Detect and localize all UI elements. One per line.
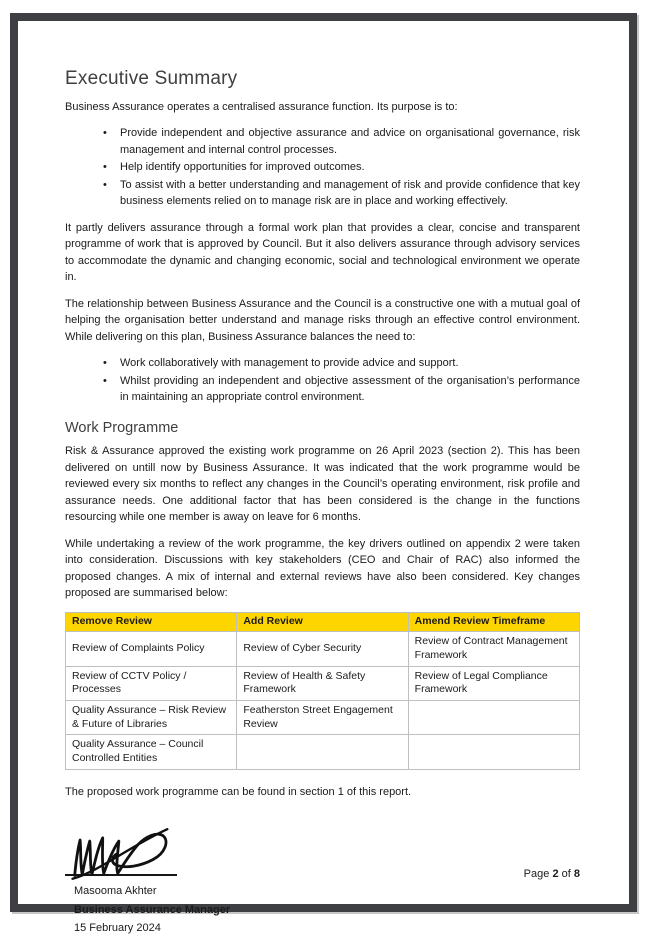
section-heading: Work Programme xyxy=(65,419,179,436)
footer-total-pages: 8 xyxy=(573,867,580,880)
table-cell: Quality Assurance – Council Controlled Entities xyxy=(66,735,237,769)
body-paragraph: While undertaking a review of the work programme, the key drivers outlined on appendix 2 were taken into consideration. Discussions with key stakeholders (CEO and Chair of RAC) also informed the proposed changes. A mix of internal and external reviews have also been considered. Key changes proposed are summarised below: xyxy=(65,537,580,600)
table-row xyxy=(66,735,580,769)
table-row xyxy=(66,700,580,734)
table-cell xyxy=(408,735,579,769)
signature-block xyxy=(65,826,580,937)
table-cell: Review of Cyber Security xyxy=(237,632,408,666)
purpose-bullet-list xyxy=(65,125,580,210)
review-changes-table xyxy=(65,612,580,770)
list-item: • To assist with a better understanding and management of risk and provide confidence that key business elements relied on to manage risk are in place and working effectively. xyxy=(103,177,580,210)
signatory-title: Business Assurance Manager xyxy=(74,903,231,916)
footer-of-label: of xyxy=(561,867,571,880)
table-row xyxy=(66,632,580,666)
body-paragraph: It partly delivers assurance through a formal work plan that provides a clear, concise and transparent programme of work that is approved by Council. But it also delivers assurance through advisory services to accommodate the dynamic and changing economic, social and technological environment we operate in. xyxy=(65,221,580,283)
column-header-remove-review: Remove Review xyxy=(66,612,237,632)
page-frame xyxy=(10,13,637,935)
list-item: • Work collaboratively with management to provide advice and support. xyxy=(103,355,580,372)
table-cell xyxy=(237,735,408,769)
table-cell: Featherston Street Engagement Review xyxy=(237,700,408,734)
table-cell: Review of Health & Safety Framework xyxy=(237,666,408,700)
table-cell: Review of Contract Management Framework xyxy=(408,632,579,666)
signatory-name: Masooma Akhter xyxy=(74,885,157,898)
page-number-footer xyxy=(524,866,580,883)
closing-paragraph: The proposed work programme can be found in section 1 of this report. xyxy=(65,785,412,798)
list-item: • Whilst providing an independent and objective assessment of the organisation’s performance in maintaining an appropriate control environment. xyxy=(103,373,580,406)
page-content xyxy=(18,21,629,935)
page-title: Executive Summary xyxy=(65,68,238,89)
list-item: • Provide independent and objective assurance and advice on organisational governance, risk management and internal control processes. xyxy=(103,125,580,158)
footer-page-label: Page xyxy=(523,867,550,880)
body-paragraph: Risk & Assurance approved the existing work programme on 26 April 2023 (section 2). This has been delivered on untill now by Business Assurance. It was indicated that the work programme would be reviewed every six months to reflect any changes in the Council’s operating environment, risk profile and assurance needs. One additional factor that has been considered is the change in the functions resourcing while one member is away on leave for 6 months. xyxy=(65,445,580,524)
column-header-amend-timeframe: Amend Review Timeframe xyxy=(408,612,579,632)
table-header-row xyxy=(66,612,580,632)
table-cell: Review of Complaints Policy xyxy=(66,632,237,666)
intro-paragraph: Business Assurance operates a centralised assurance function. Its purpose is to: xyxy=(65,100,458,113)
body-paragraph: The relationship between Business Assurance and the Council is a constructive one with a mutual goal of helping the organisation better understand and manage risks through an effective control environment. While delivering on this plan, Business Assurance balances the need to: xyxy=(65,297,580,343)
table-cell xyxy=(408,700,579,734)
table-cell: Review of CCTV Policy / Processes xyxy=(66,666,237,700)
balance-bullet-list xyxy=(65,355,580,406)
table-cell: Review of Legal Compliance Framework xyxy=(408,666,579,700)
column-header-add-review: Add Review xyxy=(237,612,408,632)
footer-page-number: 2 xyxy=(552,867,559,880)
list-item: • Help identify opportunities for improved outcomes. xyxy=(103,159,580,176)
signature-date: 15 February 2024 xyxy=(74,922,161,935)
table-row xyxy=(66,666,580,700)
table-cell: Quality Assurance – Risk Review & Future of Libraries xyxy=(66,700,237,734)
